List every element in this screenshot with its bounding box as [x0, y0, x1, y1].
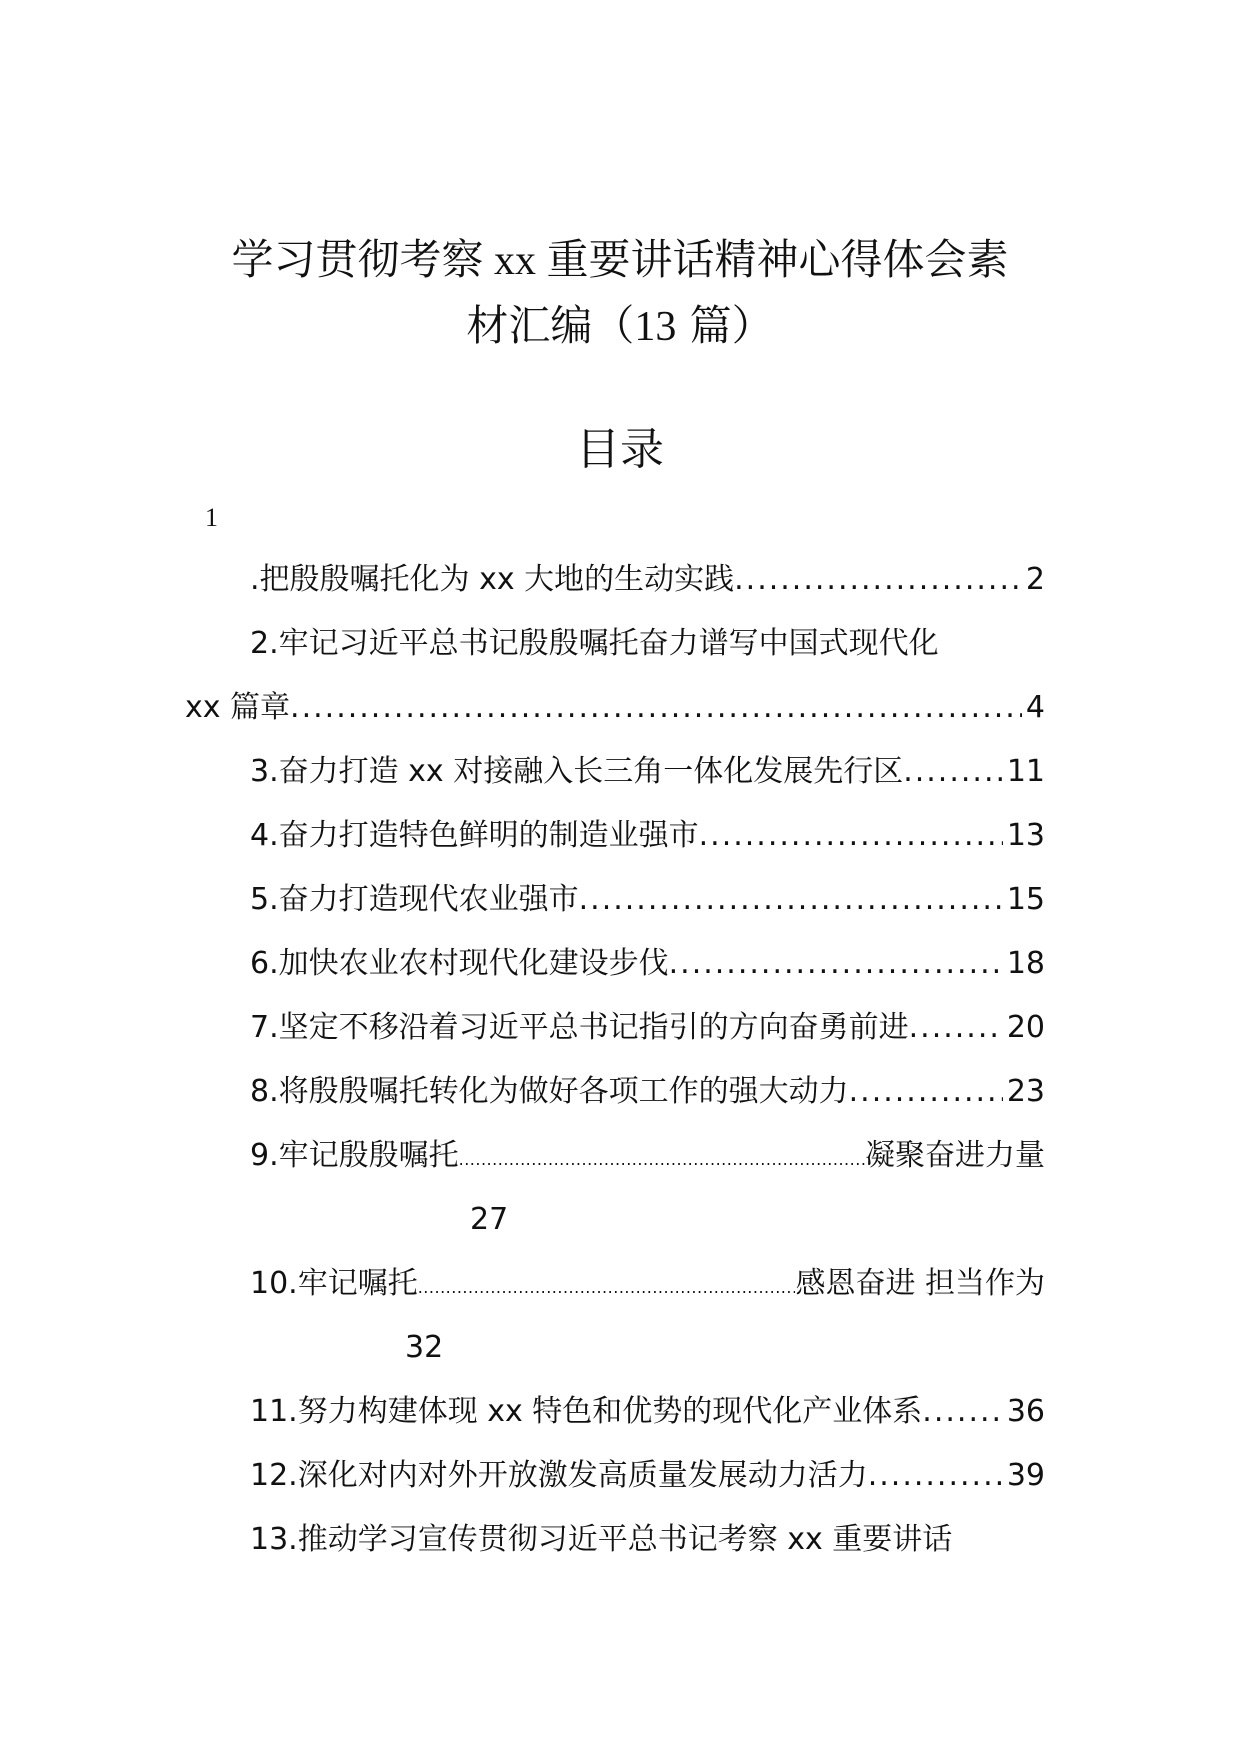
toc-entry-5-page: 15	[1006, 882, 1045, 917]
document-title-line-1	[0, 230, 1240, 291]
toc-entry-3[interactable]	[250, 750, 1045, 794]
toc-entry-3-page: 11	[1006, 754, 1045, 789]
toc-leader-dots	[903, 750, 1003, 794]
toc-entry-2-page: 4	[1025, 690, 1045, 725]
toc-entry-7-title: 7.坚定不移沿着习近平总书记指引的方向奋勇前进	[250, 1010, 909, 1045]
toc-entry-10-title-tail: 感恩奋进 担当作为	[795, 1266, 1045, 1301]
toc-entry-13-title[interactable]: 13.推动学习宣传贯彻习近平总书记考察 xx 重要讲话	[250, 1522, 953, 1557]
toc-leader-dots	[459, 1138, 865, 1182]
toc-entry-10-page[interactable]: 32	[405, 1330, 444, 1365]
toc-entry-1-title: .把殷殷嘱托化为 xx 大地的生动实践	[250, 562, 735, 597]
toc-entry-8-page: 23	[1006, 1074, 1045, 1109]
toc-leader-dots	[734, 558, 1022, 602]
toc-entry-11-title: 11.努力构建体现 xx 特色和优势的现代化产业体系	[250, 1394, 923, 1429]
toc-entry-5[interactable]	[250, 878, 1045, 922]
title-text-a: 学习贯彻考察	[231, 235, 484, 284]
title-text-b: 重要讲话精神心得体会素	[546, 235, 1009, 284]
toc-entry-11-page: 36	[1006, 1394, 1045, 1429]
toc-leader-dots	[669, 942, 1003, 986]
toc-entry-2-title-cont: xx 篇章	[185, 690, 291, 725]
toc-entry-12-title: 12.深化对内对外开放激发高质量发展动力活力	[250, 1458, 868, 1493]
toc-entry-9-page[interactable]: 27	[470, 1202, 509, 1237]
toc-entry-9-title-tail: 凝聚奋进力量	[865, 1138, 1045, 1173]
toc-leader-dots	[922, 1390, 1003, 1434]
toc-entry-3-title: 3.奋力打造 xx 对接融入长三角一体化发展先行区	[250, 754, 904, 789]
toc-entry-8[interactable]	[250, 1070, 1045, 1114]
toc-entry-9[interactable]	[250, 1134, 1045, 1182]
toc-leader-dots	[418, 1266, 796, 1310]
toc-entry-4-page: 13	[1006, 818, 1045, 853]
toc-entry-8-title: 8.将殷殷嘱托转化为做好各项工作的强大动力	[250, 1074, 849, 1109]
toc-entry-1-page: 2	[1025, 562, 1045, 597]
toc-entry-7-page: 20	[1006, 1010, 1045, 1045]
toc-entry-2-title[interactable]: 2.牢记习近平总书记殷殷嘱托奋力谱写中国式现代化	[250, 626, 939, 661]
toc-leader-dots	[909, 1006, 1003, 1050]
toc-leader-dots	[579, 878, 1003, 922]
toc-entry-10[interactable]	[250, 1262, 1045, 1310]
title-line2-a: 材汇编（	[466, 301, 635, 350]
title-line2-num: 13	[634, 304, 677, 350]
title-line2-b: 篇）	[676, 301, 774, 350]
toc-entry-12[interactable]	[250, 1454, 1045, 1498]
toc-entry-6[interactable]	[250, 942, 1045, 986]
toc-entry-6-title: 6.加快农业农村现代化建设步伐	[250, 946, 669, 981]
toc-entry-9-title: 9.牢记殷殷嘱托	[250, 1138, 459, 1173]
toc-entry-6-page: 18	[1006, 946, 1045, 981]
toc-entry-4[interactable]	[250, 814, 1045, 858]
toc-entry-1[interactable]	[250, 558, 1045, 602]
toc-entry-2-continued[interactable]	[185, 686, 1045, 730]
toc-leader-dots	[699, 814, 1003, 858]
toc-leader-dots	[868, 1454, 1003, 1498]
toc-entry-4-title: 4.奋力打造特色鲜明的制造业强市	[250, 818, 699, 853]
toc-entry-10-title: 10.牢记嘱托	[250, 1266, 418, 1301]
toc-entry-12-page: 39	[1006, 1458, 1045, 1493]
title-text-xx: xx	[483, 238, 547, 284]
toc-leader-dots	[849, 1070, 1003, 1114]
toc-leader-dots	[290, 686, 1022, 730]
toc-entry-7[interactable]	[250, 1006, 1045, 1050]
toc-entry-11[interactable]	[250, 1390, 1045, 1434]
toc-entry-5-title: 5.奋力打造现代农业强市	[250, 882, 579, 917]
page-number: 1	[205, 503, 218, 532]
toc-heading: 目录	[576, 424, 664, 475]
document-title-line-2	[0, 296, 1240, 357]
